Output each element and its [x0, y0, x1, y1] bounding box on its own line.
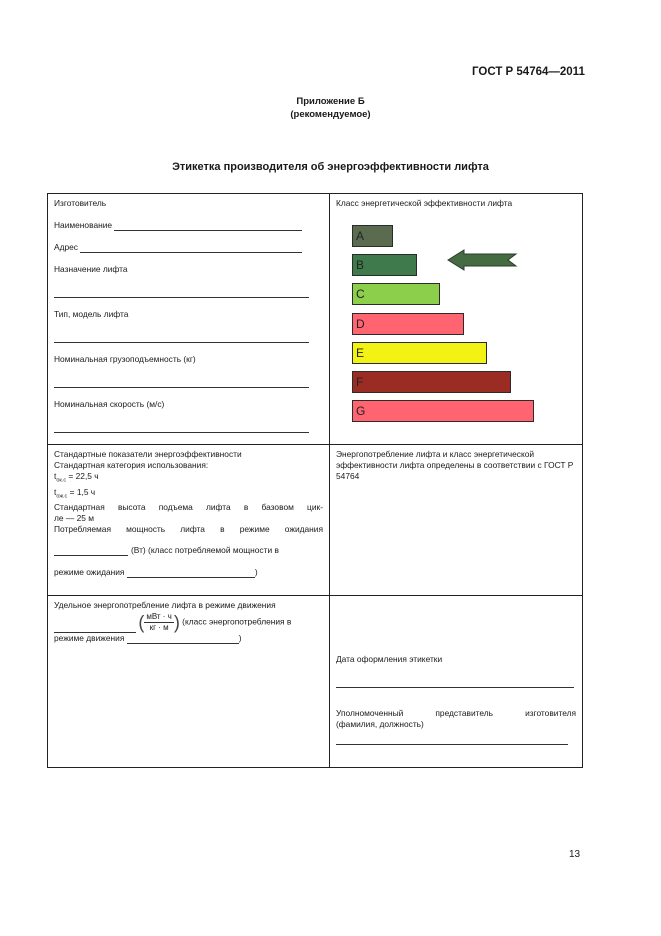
- type-field[interactable]: [54, 332, 309, 343]
- standard-number: ГОСТ Р 54764—2011: [472, 66, 585, 78]
- efficiency-scale: [330, 194, 582, 444]
- efficiency-class-d: D: [352, 313, 464, 335]
- indicators-heading: Стандартные показатели энергоэффективности: [54, 449, 242, 459]
- efficiency-heading: Класс энергетической эффективности лифта: [336, 198, 513, 208]
- page-number: 13: [569, 849, 581, 860]
- travel-height-line2: ле — 25 м: [54, 513, 94, 524]
- purpose-label: Назначение лифта: [54, 264, 128, 274]
- rating-arrow-icon: [446, 248, 518, 272]
- address-label: Адрес: [54, 242, 78, 252]
- appendix-note: (рекомендуемое): [290, 109, 371, 120]
- travel-consumption-label: Удельное энергопотребление лифта в режиме движения: [54, 600, 276, 610]
- conformity-cell: [330, 445, 583, 596]
- travel-consumption-cell: [48, 596, 330, 768]
- standby-class-field[interactable]: [127, 577, 255, 578]
- efficiency-class-c: C: [352, 283, 440, 305]
- travel-time: $t_{ок.с} = 22,5$ ч: [54, 471, 99, 484]
- representative-label: Уполномоченный представитель изготовителя: [336, 708, 576, 718]
- page-title: Этикетка производителя об энергоэффективности лифта: [172, 161, 489, 173]
- load-label: Номинальная грузоподъемность (кг): [54, 354, 196, 364]
- energy-label-table: [47, 193, 583, 768]
- date-field[interactable]: [336, 677, 574, 688]
- standby-mode-label: режиме ожидания: [54, 567, 125, 578]
- appendix-title: Приложение Б: [296, 96, 365, 107]
- type-label: Тип, модель лифта: [54, 309, 129, 319]
- travel-consumption-row: ( $\frac{\text{мВт · ч}}{кг \cdot м}$ ) (класс энергопотребления в: [54, 612, 323, 633]
- address-row: [54, 242, 323, 253]
- load-field[interactable]: [54, 377, 309, 388]
- travel-class-text: (класс энергопотребления в: [182, 616, 292, 627]
- unit-fraction: $\frac{\text{мВт · ч}}{кг \cdot м}$: [146, 612, 172, 632]
- name-field[interactable]: [114, 230, 302, 231]
- name-label: Наименование: [54, 220, 113, 230]
- efficiency-class-f: F: [352, 371, 511, 393]
- standby-power-field[interactable]: [54, 555, 128, 556]
- address-field[interactable]: [80, 252, 302, 253]
- conformity-text: Энергопотребление лифта и класс энергетической эффективности лифта определены в соответствии с ГОСТ Р 54764: [336, 449, 574, 481]
- usage-category: Стандартная категория использования:: [54, 460, 209, 470]
- travel-height-line1: Стандартная высота подъема лифта в базовом цик-: [54, 502, 323, 513]
- standby-power-label: Потребляемая мощность лифта в режиме ожидания: [54, 524, 323, 535]
- speed-field[interactable]: [54, 422, 309, 433]
- representative-detail: (фамилия, должность): [336, 719, 424, 729]
- manufacturer-cell: [48, 194, 330, 445]
- standby-class-row: режиме ожидания ): [54, 567, 258, 578]
- manufacturer-heading: Изготовитель: [54, 198, 107, 208]
- efficiency-class-e: E: [352, 342, 487, 364]
- speed-label: Номинальная скорость (м/с): [54, 399, 165, 409]
- standby-power-row: [54, 545, 323, 556]
- representative-field[interactable]: [336, 734, 568, 745]
- travel-mode-label: режиме движения: [54, 633, 125, 643]
- standby-power-unit: (Вт) (класс потребляемой мощности в: [131, 545, 279, 556]
- efficiency-class-b: B: [352, 254, 417, 276]
- standard-indicators-cell: [48, 445, 330, 596]
- standby-time: $t_{ож.с} = 1,5$ ч: [54, 486, 96, 500]
- travel-class-row: режиме движения ): [54, 633, 242, 643]
- signoff-cell: [330, 596, 583, 768]
- efficiency-class-a: A: [352, 225, 393, 247]
- purpose-field[interactable]: [54, 287, 309, 298]
- efficiency-cell: [330, 194, 583, 445]
- efficiency-class-g: G: [352, 400, 534, 422]
- travel-class-field[interactable]: [127, 643, 239, 644]
- name-row: [54, 220, 323, 231]
- date-label: Дата оформления этикетки: [336, 654, 443, 664]
